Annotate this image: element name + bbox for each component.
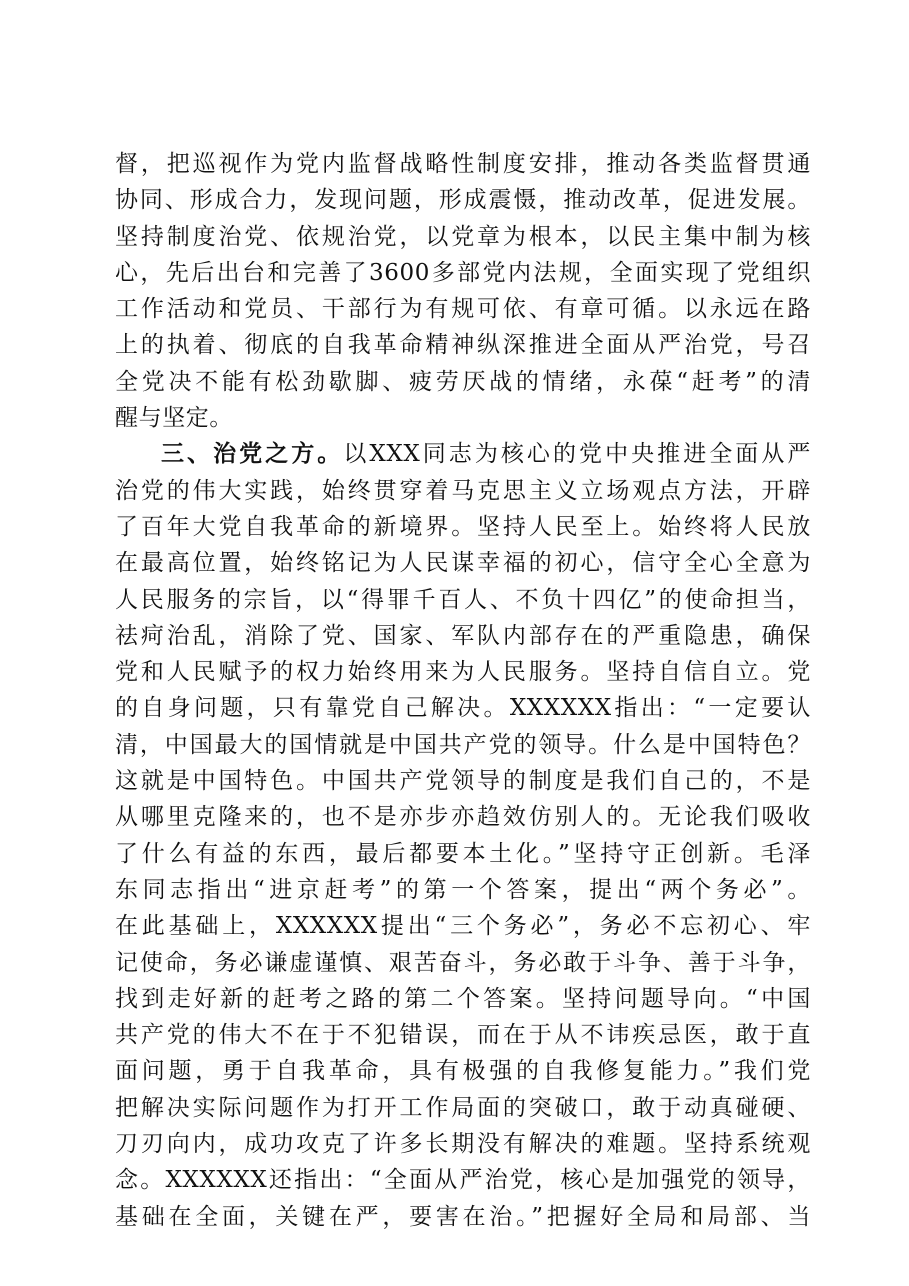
text-line: 醒与坚定。 bbox=[115, 405, 233, 432]
text-line: 协同、形成合力，发现问题，形成震慑，推动改革，促进发展。 bbox=[115, 187, 811, 214]
text-line: 基础在全面，关键在严，要害在治。”把握好全局和局部、当 bbox=[115, 1203, 811, 1230]
text-line: 东同志指出“进京赶考”的第一个答案，提出“两个务必”。 bbox=[115, 876, 811, 903]
text-line: 在最高位置，始终铭记为人民谋幸福的初心，信守全心全意为 bbox=[115, 550, 811, 577]
text-line: 刀刃向内，成功攻克了许多长期没有解决的难题。坚持系统观 bbox=[115, 1131, 811, 1158]
text-line: 清，中国最大的国情就是中国共产党的领导。什么是中国特色？ bbox=[115, 731, 811, 758]
text-line: 了什么有益的东西，最后都要本土化。”坚持守正创新。毛泽 bbox=[115, 840, 811, 867]
text-run: 以XXX同志为核心的党中央推进全面从严 bbox=[343, 441, 811, 468]
text-line: 共产党的伟大不在于不犯错误，而在于从不讳疾忌医，敢于直 bbox=[115, 1022, 811, 1049]
text-line: 找到走好新的赶考之路的第二个答案。坚持问题导向。“中国 bbox=[115, 985, 811, 1012]
text-line: 把解决实际问题作为打开工作局面的突破口，敢于动真碰硬、 bbox=[115, 1094, 811, 1121]
text-line: 祛疴治乱，消除了党、国家、军队内部存在的严重隐患，确保 bbox=[115, 622, 811, 649]
text-line: 的自身问题，只有靠党自己解决。XXXXXX指出：“一定要认 bbox=[115, 695, 811, 722]
text-line: 治党的伟大实践，始终贯穿着马克思主义立场观点方法，开辟 bbox=[115, 477, 811, 504]
text-line: 督，把巡视作为党内监督战略性制度安排，推动各类监督贯通 bbox=[115, 151, 811, 177]
text-line: 面问题，勇于自我革命，具有极强的自我修复能力。”我们党 bbox=[115, 1058, 811, 1085]
paragraph-2 bbox=[115, 436, 811, 1235]
text-line: 在此基础上，XXXXXX提出“三个务必”，务必不忘初心、牢 bbox=[115, 913, 811, 940]
text-line: 从哪里克隆来的，也不是亦步亦趋效仿别人的。无论我们吸收 bbox=[115, 804, 811, 831]
section-heading: 三、治党之方。 bbox=[161, 441, 344, 468]
paragraph-1 bbox=[115, 146, 811, 436]
text-line: 记使命，务必谦虚谨慎、艰苦奋斗，务必敢于斗争、善于斗争， bbox=[115, 949, 811, 976]
text-line: 上的执着、彻底的自我革命精神纵深推进全面从严治党，号召 bbox=[115, 332, 811, 359]
text-line: 这就是中国特色。中国共产党领导的制度是我们自己的，不是 bbox=[115, 768, 811, 795]
paragraph-first-line bbox=[115, 436, 811, 472]
text-line: 了百年大党自我革命的新境界。坚持人民至上。始终将人民放 bbox=[115, 513, 811, 540]
body-text bbox=[115, 146, 811, 1235]
text-line: 工作活动和党员、干部行为有规可依、有章可循。以永远在路 bbox=[115, 296, 811, 323]
text-line: 全党决不能有松劲歇脚、疲劳厌战的情绪，永葆“赶考”的清 bbox=[115, 368, 811, 395]
text-line: 坚持制度治党、依规治党，以党章为根本，以民主集中制为核 bbox=[115, 223, 811, 250]
text-line: 念。XXXXXX还指出：“全面从严治党，核心是加强党的领导， bbox=[115, 1167, 811, 1194]
text-line: 心，先后出台和完善了3600多部党内法规，全面实现了党组织 bbox=[115, 259, 811, 286]
text-line: 党和人民赋予的权力始终用来为人民服务。坚持自信自立。党 bbox=[115, 659, 811, 686]
text-line: 人民服务的宗旨，以“得罪千百人、不负十四亿”的使命担当， bbox=[115, 586, 811, 613]
